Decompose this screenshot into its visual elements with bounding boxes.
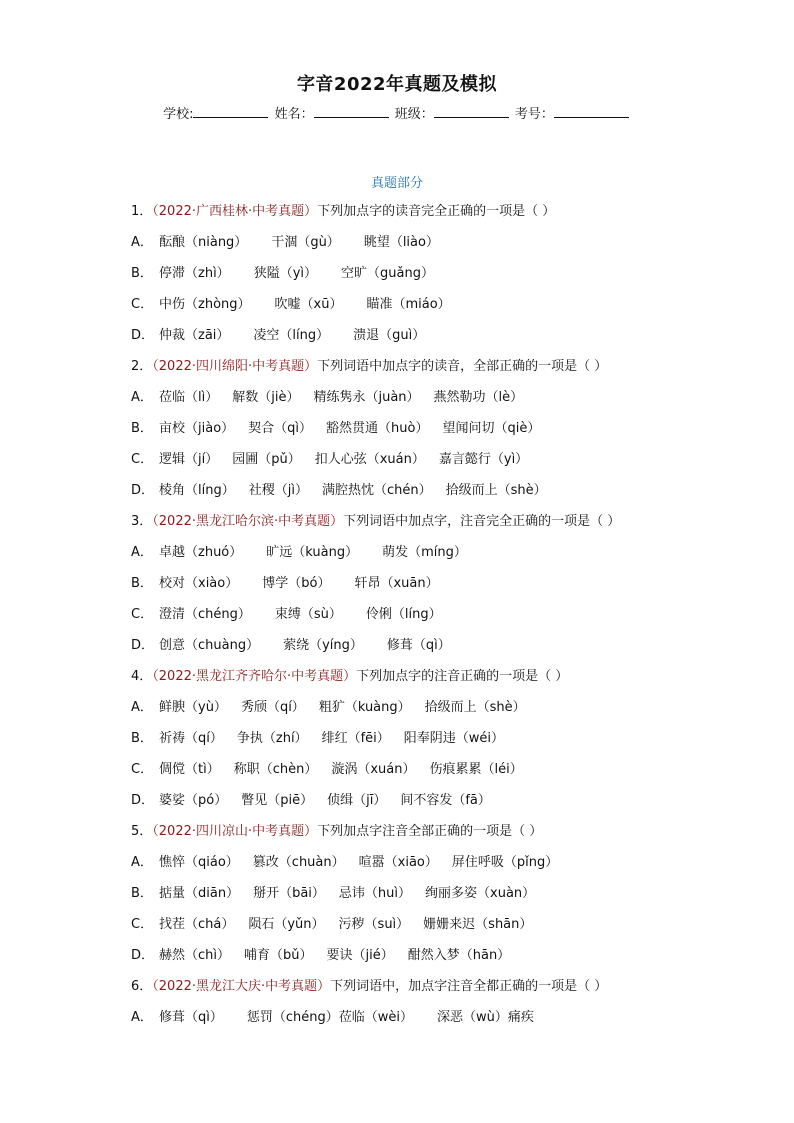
answer-option xyxy=(131,883,731,914)
question-source: （2022·黑龙江哈尔滨·中考真题） xyxy=(152,514,344,529)
option-term: 园圃（pǔ） xyxy=(232,452,301,467)
option-term: 伤痕累累（léi） xyxy=(429,762,523,777)
name-blank[interactable] xyxy=(314,105,389,118)
question-list xyxy=(131,201,731,1038)
option-label: B． xyxy=(131,421,153,436)
option-label: C． xyxy=(131,762,154,777)
option-term: 眺望（liào） xyxy=(363,235,439,250)
question-text: 下列加点字的注音正确的一项是（ ） xyxy=(356,669,569,684)
answer-option xyxy=(131,325,731,356)
option-term: 棱角（líng） xyxy=(159,483,235,498)
option-term: 陨石（yǔn） xyxy=(248,917,325,932)
option-term: 豁然贯通（huò） xyxy=(326,421,429,436)
option-term: 萦绕（yíng） xyxy=(283,638,363,653)
answer-option xyxy=(131,418,731,449)
option-term: 扣人心弦（xuán） xyxy=(314,452,425,467)
option-term: 篡改（chuàn） xyxy=(252,855,345,870)
option-term: 忌讳（huì） xyxy=(338,886,412,901)
question-stem xyxy=(131,201,731,232)
answer-option xyxy=(131,573,731,604)
number-blank[interactable] xyxy=(554,105,629,118)
option-term: 掂量（diān） xyxy=(159,886,240,901)
answer-option xyxy=(131,635,731,666)
option-term: 阳奉阴违（wéi） xyxy=(403,731,504,746)
option-term: 旷远（kuàng） xyxy=(266,545,359,560)
section-title: 真题部分 xyxy=(370,176,423,191)
answer-option xyxy=(131,759,731,790)
option-term: 争执（zhí） xyxy=(236,731,308,746)
option-term: 满腔热忱（chén） xyxy=(321,483,432,498)
option-term: 伶俐（líng） xyxy=(365,607,442,622)
option-term: 萌发（míng） xyxy=(382,545,467,560)
question-stem xyxy=(131,976,731,1007)
option-term: 澄清（chéng） xyxy=(159,607,251,622)
option-label: C． xyxy=(131,452,154,467)
question-number: 3． xyxy=(131,514,153,529)
option-term: 拾级而上（shè） xyxy=(445,483,547,498)
option-label: D． xyxy=(131,638,155,653)
option-term: 秀颀（qí） xyxy=(240,700,305,715)
option-label: D． xyxy=(131,793,155,808)
question-stem xyxy=(131,821,731,852)
option-term: 博学（bó） xyxy=(262,576,331,591)
option-term: 逻辑（jí） xyxy=(159,452,219,467)
option-term: 掰开（bāi） xyxy=(253,886,325,901)
option-label: D． xyxy=(131,483,155,498)
school-blank[interactable] xyxy=(193,105,268,118)
option-term: 溃退（guì） xyxy=(353,328,426,343)
option-term: 酝酿（niàng） xyxy=(159,235,248,250)
question-number: 5． xyxy=(131,824,153,839)
question-text: 下列词语中，加点字注音全都正确的一项是（ ） xyxy=(330,979,608,994)
question-source: （2022·四川凉山·中考真题） xyxy=(152,824,318,839)
question-stem xyxy=(131,666,731,697)
answer-option xyxy=(131,790,731,821)
option-label: B． xyxy=(131,266,153,281)
option-term: 中伤（zhòng） xyxy=(159,297,251,312)
answer-option xyxy=(131,449,731,480)
option-label: A． xyxy=(131,235,153,250)
option-term: 称职（chèn） xyxy=(233,762,318,777)
option-term: 拾级而上（shè） xyxy=(424,700,526,715)
option-term: 望闻问切（qiè） xyxy=(442,421,541,436)
option-term: 倜傥（tì） xyxy=(159,762,220,777)
option-term: 屏住呼吸（pǐng） xyxy=(451,855,559,870)
answer-option xyxy=(131,263,731,294)
option-term: 惩罚（chéng）莅临（wèi） xyxy=(246,1010,413,1025)
option-label: D． xyxy=(131,328,155,343)
question-number: 4． xyxy=(131,669,153,684)
option-term: 修葺（qì） xyxy=(159,1010,223,1025)
answer-option xyxy=(131,852,731,883)
option-term: 校对（xiào） xyxy=(159,576,239,591)
class-label: 班级： xyxy=(394,107,434,122)
number-label: 考号： xyxy=(514,107,554,122)
question-source: （2022·四川绵阳·中考真题） xyxy=(152,359,318,374)
option-term: 污秽（suì） xyxy=(338,917,410,932)
option-term: 狭隘（yì） xyxy=(253,266,317,281)
answer-option xyxy=(131,294,731,325)
option-label: A． xyxy=(131,855,153,870)
option-term: 空旷（guǎng） xyxy=(341,266,434,281)
option-term: 哺育（bǔ） xyxy=(244,948,313,963)
answer-option xyxy=(131,232,731,263)
question-text: 下列词语中加点字，注音完全正确的一项是（ ） xyxy=(343,514,621,529)
question-stem xyxy=(131,356,731,387)
answer-option xyxy=(131,914,731,945)
page-title: 字音2022年真题及模拟 xyxy=(296,74,498,95)
option-term: 鲜腴（yù） xyxy=(159,700,227,715)
option-label: B． xyxy=(131,576,153,591)
option-term: 粗犷（kuàng） xyxy=(318,700,411,715)
question-text: 下列加点字注音全部正确的一项是（ ） xyxy=(317,824,543,839)
option-term: 卓越（zhuó） xyxy=(159,545,243,560)
option-term: 社稷（jì） xyxy=(248,483,308,498)
option-label: C． xyxy=(131,607,154,622)
answer-option xyxy=(131,387,731,418)
option-term: 嘉言懿行（yì） xyxy=(438,452,529,467)
class-blank[interactable] xyxy=(434,105,509,118)
option-term: 莅临（lì） xyxy=(159,390,219,405)
option-term: 婆娑（pó） xyxy=(159,793,228,808)
option-term: 凌空（líng） xyxy=(253,328,330,343)
answer-option xyxy=(131,480,731,511)
option-term: 间不容发（fā） xyxy=(400,793,491,808)
option-term: 精练隽永（juàn） xyxy=(313,390,420,405)
option-term: 停滞（zhì） xyxy=(159,266,230,281)
option-label: A． xyxy=(131,545,153,560)
option-term: 契合（qì） xyxy=(248,421,313,436)
question-stem xyxy=(131,511,731,542)
option-term: 酣然入梦（hān） xyxy=(407,948,511,963)
question-source: （2022·黑龙江齐齐哈尔·中考真题） xyxy=(152,669,357,684)
option-label: A． xyxy=(131,700,153,715)
option-term: 亩校（jiào） xyxy=(159,421,235,436)
option-term: 姗姗来迟（shān） xyxy=(423,917,533,932)
option-label: B． xyxy=(131,886,153,901)
question-text: 下列加点字的读音完全正确的一项是（ ） xyxy=(317,204,556,219)
option-term: 束缚（sù） xyxy=(274,607,342,622)
option-term: 绚丽多姿（xuàn） xyxy=(425,886,536,901)
answer-option xyxy=(131,697,731,728)
option-term: 吹嘘（xū） xyxy=(274,297,343,312)
question-number: 2． xyxy=(131,359,153,374)
option-term: 瞥见（piē） xyxy=(241,793,314,808)
option-term: 找茬（chá） xyxy=(159,917,235,932)
option-label: D． xyxy=(131,948,155,963)
option-term: 瞄准（miáo） xyxy=(366,297,451,312)
question-text: 下列词语中加点字的读音，全部正确的一项是（ ） xyxy=(317,359,608,374)
option-term: 燕然勒功（lè） xyxy=(433,390,524,405)
option-term: 要诀（jié） xyxy=(326,948,394,963)
question-source: （2022·广西桂林·中考真题） xyxy=(152,204,318,219)
answer-option xyxy=(131,604,731,635)
option-term: 侦缉（jī） xyxy=(327,793,387,808)
option-term: 深恶（wù）痛疾 xyxy=(437,1010,534,1025)
option-term: 仲裁（zāi） xyxy=(159,328,230,343)
answer-option xyxy=(131,542,731,573)
question-source: （2022·黑龙江大庆·中考真题） xyxy=(152,979,331,994)
answer-option xyxy=(131,728,731,759)
option-label: A． xyxy=(131,1010,153,1025)
option-term: 轩昂（xuān） xyxy=(354,576,439,591)
option-label: A． xyxy=(131,390,153,405)
option-term: 创意（chuàng） xyxy=(159,638,260,653)
option-term: 喧嚣（xiāo） xyxy=(358,855,438,870)
option-term: 憔悴（qiáo） xyxy=(159,855,239,870)
option-term: 解数（jiè） xyxy=(232,390,300,405)
option-term: 赫然（chì） xyxy=(159,948,230,963)
option-term: 绯红（fēi） xyxy=(321,731,390,746)
student-info-line xyxy=(0,103,794,122)
option-term: 干涸（gù） xyxy=(271,235,340,250)
answer-option xyxy=(131,1007,731,1038)
option-label: C． xyxy=(131,297,154,312)
answer-option xyxy=(131,945,731,976)
option-term: 修葺（qì） xyxy=(386,638,451,653)
option-label: C． xyxy=(131,917,154,932)
school-label: 学校: xyxy=(163,107,194,122)
question-number: 1． xyxy=(131,204,153,219)
option-label: B． xyxy=(131,731,153,746)
name-label: 姓名： xyxy=(274,107,314,122)
option-term: 漩涡（xuán） xyxy=(331,762,416,777)
option-term: 祈祷（qí） xyxy=(159,731,223,746)
question-number: 6． xyxy=(131,979,153,994)
